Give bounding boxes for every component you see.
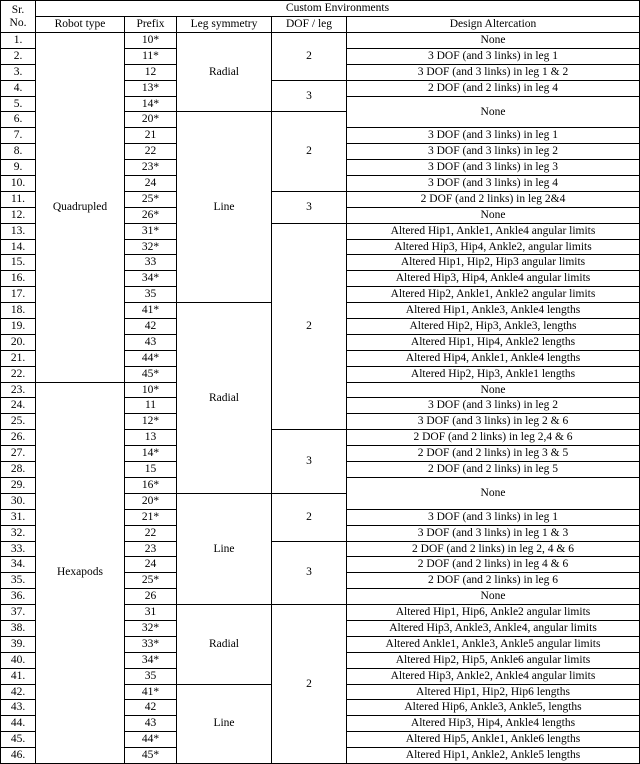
design-alteration-cell: None <box>347 589 640 605</box>
sr-no-cell: 7. <box>1 128 36 144</box>
prefix-cell: 35 <box>125 287 177 303</box>
prefix-cell: 23* <box>125 160 177 176</box>
design-alteration-cell: 3 DOF (and 3 links) in leg 2 <box>347 144 640 160</box>
sr-no-cell: 11. <box>1 191 36 207</box>
leg-symmetry-cell: Line <box>177 112 272 303</box>
sr-no-cell: 32. <box>1 525 36 541</box>
prefix-cell: 11 <box>125 398 177 414</box>
dof-per-leg-cell: 3 <box>272 430 347 494</box>
sr-no-cell: 33. <box>1 541 36 557</box>
sr-no-cell: 36. <box>1 589 36 605</box>
sr-label: Sr. <box>11 3 25 16</box>
prefix-cell: 24 <box>125 176 177 192</box>
table-header <box>1 1 640 33</box>
sr-no-cell: 26. <box>1 430 36 446</box>
sr-no-cell: 29. <box>1 477 36 493</box>
leg-symmetry-cell: Radial <box>177 33 272 112</box>
design-alteration-cell: Altered Hip4, Ankle1, Ankle4 lengths <box>347 350 640 366</box>
dof-per-leg-cell: 2 <box>272 493 347 541</box>
prefix-cell: 31* <box>125 223 177 239</box>
sr-no-cell: 41. <box>1 668 36 684</box>
sr-no-cell: 25. <box>1 414 36 430</box>
sr-no-cell: 39. <box>1 636 36 652</box>
design-alteration-cell: Altered Hip6, Ankle3, Ankle5, lengths <box>347 700 640 716</box>
sr-no-cell: 23. <box>1 382 36 398</box>
prefix-cell: 43 <box>125 334 177 350</box>
prefix-cell: 13* <box>125 80 177 96</box>
prefix-cell: 23 <box>125 541 177 557</box>
prefix-cell: 33 <box>125 255 177 271</box>
design-alteration-cell: 2 DOF (and 2 links) in leg 4 & 6 <box>347 557 640 573</box>
sr-no-cell: 28. <box>1 462 36 478</box>
sr-no-cell: 17. <box>1 287 36 303</box>
col-header-dof-per-leg: DOF / leg <box>272 17 347 33</box>
prefix-cell: 12* <box>125 414 177 430</box>
design-alteration-cell: 2 DOF (and 2 links) in leg 2,4 & 6 <box>347 430 640 446</box>
prefix-cell: 10* <box>125 382 177 398</box>
sr-no-cell: 44. <box>1 716 36 732</box>
prefix-cell: 20* <box>125 112 177 128</box>
design-alteration-cell: Altered Hip3, Hip4, Ankle2, angular limits <box>347 239 640 255</box>
sr-no-cell: 9. <box>1 160 36 176</box>
prefix-cell: 45* <box>125 366 177 382</box>
prefix-cell: 15 <box>125 462 177 478</box>
dof-per-leg-cell: 3 <box>272 80 347 112</box>
prefix-cell: 33* <box>125 636 177 652</box>
dof-per-leg-cell: 2 <box>272 605 347 764</box>
sr-no-cell: 35. <box>1 573 36 589</box>
design-alteration-cell: Altered Hip1, Ankle1, Ankle4 angular limits <box>347 223 640 239</box>
design-alteration-cell: None <box>347 382 640 398</box>
design-alteration-cell: Altered Hip1, Ankle2, Ankle5 lengths <box>347 748 640 764</box>
design-alteration-cell: 2 DOF (and 2 links) in leg 2, 4 & 6 <box>347 541 640 557</box>
design-alteration-cell: 2 DOF (and 2 links) in leg 3 & 5 <box>347 446 640 462</box>
leg-symmetry-cell: Line <box>177 684 272 763</box>
prefix-cell: 41* <box>125 684 177 700</box>
design-alteration-cell: 3 DOF (and 3 links) in leg 1 <box>347 128 640 144</box>
sr-no-cell: 13. <box>1 223 36 239</box>
sr-no-cell: 34. <box>1 557 36 573</box>
sr-no-cell: 31. <box>1 509 36 525</box>
prefix-cell: 12 <box>125 64 177 80</box>
sr-no-cell: 18. <box>1 303 36 319</box>
sr-no-cell: 1. <box>1 33 36 49</box>
prefix-cell: 16* <box>125 477 177 493</box>
sr-no-cell: 43. <box>1 700 36 716</box>
header-row-title <box>1 1 640 17</box>
sr-no-cell: 30. <box>1 493 36 509</box>
prefix-cell: 11* <box>125 48 177 64</box>
table-row <box>1 33 640 49</box>
leg-symmetry-cell: Radial <box>177 605 272 684</box>
design-alteration-cell: Altered Hip1, Hip6, Ankle2 angular limits <box>347 605 640 621</box>
design-alteration-cell: 3 DOF (and 3 links) in leg 4 <box>347 176 640 192</box>
sr-no-cell: 14. <box>1 239 36 255</box>
prefix-cell: 25* <box>125 191 177 207</box>
prefix-cell: 22 <box>125 525 177 541</box>
design-alteration-cell: Altered Hip2, Hip5, Ankle6 angular limits <box>347 652 640 668</box>
design-alteration-cell: 2 DOF (and 2 links) in leg 6 <box>347 573 640 589</box>
prefix-cell: 32* <box>125 239 177 255</box>
design-alteration-cell: 3 DOF (and 3 links) in leg 1 & 2 <box>347 64 640 80</box>
sr-no-cell: 20. <box>1 334 36 350</box>
sr-no-cell: 8. <box>1 144 36 160</box>
sr-no-header <box>1 1 36 33</box>
prefix-cell: 42 <box>125 700 177 716</box>
dof-per-leg-cell: 2 <box>272 112 347 191</box>
sr-no-cell: 3. <box>1 64 36 80</box>
prefix-cell: 41* <box>125 303 177 319</box>
design-alteration-cell: 2 DOF (and 2 links) in leg 5 <box>347 462 640 478</box>
prefix-cell: 22 <box>125 144 177 160</box>
prefix-cell: 26 <box>125 589 177 605</box>
design-alteration-cell: 2 DOF (and 2 links) in leg 4 <box>347 80 640 96</box>
design-alteration-cell: 3 DOF (and 3 links) in leg 1 <box>347 509 640 525</box>
prefix-cell: 31 <box>125 605 177 621</box>
design-alteration-cell: 3 DOF (and 3 links) in leg 2 & 6 <box>347 414 640 430</box>
sr-no-cell: 10. <box>1 176 36 192</box>
design-alteration-cell: Altered Hip2, Hip3, Ankle3, lengths <box>347 319 640 335</box>
header-row-columns <box>1 17 640 33</box>
design-alteration-cell: Altered Ankle1, Ankle3, Ankle5 angular limits <box>347 636 640 652</box>
dof-per-leg-cell: 2 <box>272 33 347 81</box>
sr-no-cell: 5. <box>1 96 36 112</box>
prefix-cell: 20* <box>125 493 177 509</box>
prefix-cell: 14* <box>125 446 177 462</box>
prefix-cell: 44* <box>125 350 177 366</box>
prefix-cell: 26* <box>125 207 177 223</box>
sr-no-cell: 24. <box>1 398 36 414</box>
design-alteration-cell: 3 DOF (and 3 links) in leg 2 <box>347 398 640 414</box>
prefix-cell: 10* <box>125 33 177 49</box>
dof-per-leg-cell: 3 <box>272 541 347 605</box>
prefix-cell: 44* <box>125 732 177 748</box>
robot-type-cell: Hexapods <box>36 382 125 763</box>
prefix-cell: 13 <box>125 430 177 446</box>
sr-no-cell: 38. <box>1 620 36 636</box>
sr-no-cell: 4. <box>1 80 36 96</box>
design-alteration-cell: Altered Hip3, Hip4, Ankle4 lengths <box>347 716 640 732</box>
design-alteration-cell: Altered Hip3, Ankle2, Ankle4 angular limits <box>347 668 640 684</box>
sr-no-cell: 19. <box>1 319 36 335</box>
col-header-prefix: Prefix <box>125 17 177 33</box>
sr-no-cell: 12. <box>1 207 36 223</box>
design-alteration-cell: 2 DOF (and 2 links) in leg 2&4 <box>347 191 640 207</box>
design-alteration-cell: 3 DOF (and 3 links) in leg 1 & 3 <box>347 525 640 541</box>
sr-no-cell: 40. <box>1 652 36 668</box>
design-alteration-cell: 3 DOF (and 3 links) in leg 1 <box>347 48 640 64</box>
prefix-cell: 21* <box>125 509 177 525</box>
design-alteration-cell: Altered Hip3, Ankle3, Ankle4, angular limits <box>347 620 640 636</box>
prefix-cell: 35 <box>125 668 177 684</box>
design-alteration-cell: Altered Hip1, Hip2, Hip3 angular limits <box>347 255 640 271</box>
design-alteration-cell: Altered Hip1, Hip4, Ankle2 lengths <box>347 334 640 350</box>
sr-no-cell: 15. <box>1 255 36 271</box>
sr-no-cell: 21. <box>1 350 36 366</box>
sr-no-cell: 42. <box>1 684 36 700</box>
design-alteration-cell: Altered Hip5, Ankle1, Ankle6 lengths <box>347 732 640 748</box>
prefix-cell: 42 <box>125 319 177 335</box>
dof-per-leg-cell: 3 <box>272 191 347 223</box>
dof-per-leg-cell: 2 <box>272 223 347 430</box>
sr-no-cell: 6. <box>1 112 36 128</box>
prefix-cell: 25* <box>125 573 177 589</box>
col-header-design-altercation: Design Altercation <box>347 17 640 33</box>
design-alteration-cell: None <box>347 33 640 49</box>
table-title: Custom Environments <box>36 1 640 17</box>
design-alteration-cell: Altered Hip3, Hip4, Ankle4 angular limits <box>347 271 640 287</box>
design-alteration-cell: None <box>347 477 640 509</box>
design-alteration-cell: Altered Hip2, Ankle1, Ankle2 angular limits <box>347 287 640 303</box>
design-alteration-cell: None <box>347 207 640 223</box>
sr-no-cell: 45. <box>1 732 36 748</box>
prefix-cell: 34* <box>125 271 177 287</box>
design-alteration-cell: Altered Hip1, Ankle3, Ankle4 lengths <box>347 303 640 319</box>
no-label: No. <box>9 16 27 29</box>
sr-no-cell: 16. <box>1 271 36 287</box>
prefix-cell: 34* <box>125 652 177 668</box>
design-alteration-cell: None <box>347 96 640 128</box>
sr-no-cell: 22. <box>1 366 36 382</box>
prefix-cell: 21 <box>125 128 177 144</box>
prefix-cell: 14* <box>125 96 177 112</box>
design-alteration-cell: Altered Hip2, Hip3, Ankle1 lengths <box>347 366 640 382</box>
col-header-robot-type: Robot type <box>36 17 125 33</box>
prefix-cell: 43 <box>125 716 177 732</box>
sr-no-cell: 27. <box>1 446 36 462</box>
sr-no-cell: 37. <box>1 605 36 621</box>
prefix-cell: 45* <box>125 748 177 764</box>
robot-type-cell: Quadrupled <box>36 33 125 383</box>
sr-no-cell: 2. <box>1 48 36 64</box>
leg-symmetry-cell: Line <box>177 493 272 604</box>
design-alteration-cell: 3 DOF (and 3 links) in leg 3 <box>347 160 640 176</box>
table-body <box>1 33 640 764</box>
prefix-cell: 24 <box>125 557 177 573</box>
design-alteration-cell: Altered Hip1, Hip2, Hip6 lengths <box>347 684 640 700</box>
col-header-leg-symmetry: Leg symmetry <box>177 17 272 33</box>
sr-no-cell: 46. <box>1 748 36 764</box>
leg-symmetry-cell: Radial <box>177 303 272 494</box>
prefix-cell: 32* <box>125 620 177 636</box>
